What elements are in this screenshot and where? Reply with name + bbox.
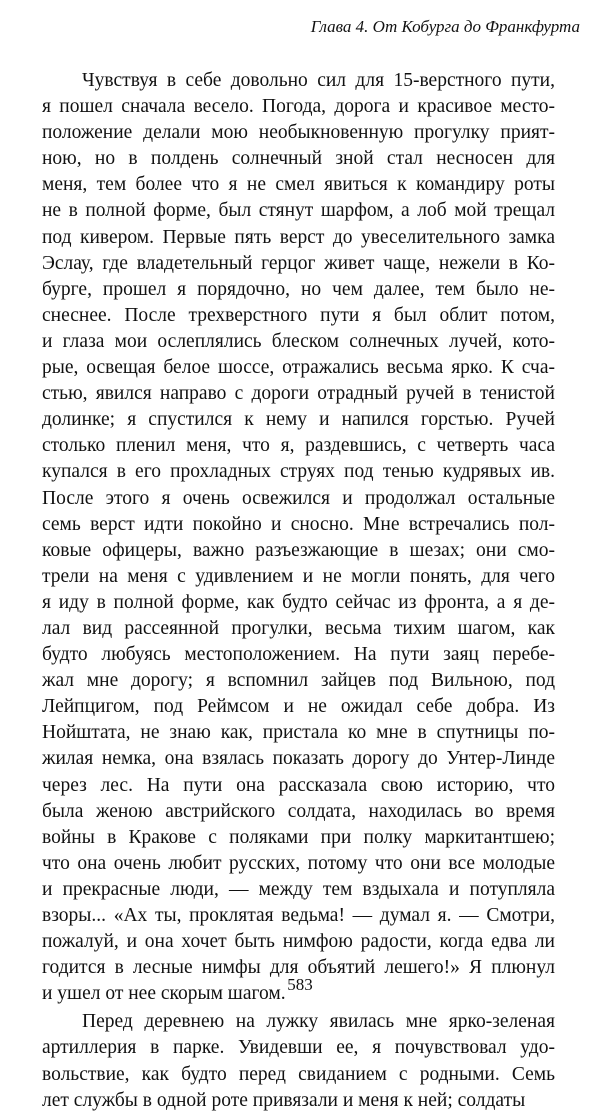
text-line: пожалуй, и она хочет быть нимфою радости, когда едва ли (42, 931, 555, 953)
text-line: жилая немка, она взялась показать дорогу до Унтер-Линде (42, 748, 555, 770)
text-line: я иду в полной форме, как будто сейчас из фронта, а я де- (42, 591, 555, 613)
text-line: взоры... «Ах ты, проклятая ведьма! — думал я. — Смотри, (42, 905, 555, 926)
text-line: трели на меня с удивлением и не могли понять, для чего (42, 565, 555, 587)
text-line: жал мне дорогу; я вспомнил зайцев под Вильною, под (42, 670, 555, 692)
text-line: не в полной форме, был стянут шарфом, а лоб мой трещал (42, 200, 555, 222)
text-line: артиллерия в парке. Увидевши ее, я почувствовал удо- (42, 1037, 555, 1059)
text-line: рые, освещая белое шоссе, отражались весьма ярко. К сча- (42, 357, 555, 379)
text-line: годится в лесные нимфы для объятий лешего!» Я плюнул (42, 957, 555, 979)
text-line: что она очень любит русских, потому что они все молодые (42, 852, 555, 874)
text-line: лет службы в одной роте привязали и меня к ней; солдаты (42, 1089, 526, 1111)
text-line: и ушел от нее скорым шагом. (42, 983, 286, 1005)
text-line: бурге, прошел я порядочно, но чем далее, тем было не- (42, 278, 555, 300)
text-line: была женою австрийского солдата, находилась во время (42, 800, 555, 822)
text-line: столько пленил меня, что я, раздевшись, с четверть часа (42, 435, 555, 457)
text-line: будто любуясь местоположением. На пути заяц перебе- (42, 644, 555, 666)
text-line: под кивером. Первые пять верст до увеселительного замка (42, 226, 555, 248)
text-line: ковые офицеры, важно разъезжающие в шезах; они смо- (42, 539, 555, 561)
body-text (42, 68, 555, 1114)
text-line: положение делали мою необыкновенную прогулку прият- (42, 122, 555, 144)
text-line: снеснее. После трехверстного пути я был облит потом, (42, 304, 555, 326)
text-line: стью, явился направо с дороги отрадный ручей в тенистой (42, 383, 555, 405)
text-line: После этого я очень освежился и продолжал остальные (42, 487, 555, 509)
text-line: купался в его прохладных струях под тенью кудрявых ив. (42, 461, 555, 483)
text-line: Перед деревнею на лужку явилась мне ярко-зеленая (82, 1011, 555, 1033)
text-line: и прекрасные люди, — между тем вздыхала и потупляла (42, 878, 555, 900)
page-number: 583 (287, 975, 313, 994)
running-head: Глава 4. От Кобурга до Франкфурта (310, 17, 580, 36)
paragraph (42, 68, 555, 1007)
text-line: я пошел сначала весело. Погода, дорога и красивое место- (42, 96, 555, 118)
text-line: и глаза мои ослеплялись блеском солнечных лучей, кото- (42, 330, 555, 352)
text-line: Лейпцигом, под Реймсом и не ожидал себе добра. Из (42, 696, 555, 718)
text-line: долинке; я спустился к нему и напился горстью. Ручей (42, 409, 555, 431)
text-line: меня, тем более что я не смел явиться к командиру роты (42, 174, 555, 196)
text-line: Нойштата, не знаю как, пристала ко мне в спутницы по- (42, 722, 555, 744)
text-line: лал вид рассеянной прогулки, весьма тихим шагом, как (42, 617, 555, 639)
text-line: вольствие, как будто перед свиданием с родными. Семь (42, 1063, 555, 1085)
paragraph (42, 1009, 555, 1113)
text-line: через лес. На пути она рассказала свою историю, что (42, 774, 555, 796)
text-line: войны в Кракове с поляками при полку маркитантшею; (42, 826, 555, 848)
text-line: семь верст идти покойно и сносно. Мне встречались пол- (42, 513, 555, 535)
text-line: Чувствуя в себе довольно сил для 15-верстного пути, (82, 70, 555, 91)
text-line: ною, но в полдень солнечный зной стал несносен для (42, 148, 555, 170)
text-line: Эслау, где владетельный герцог живет чаще, нежели в Ко- (42, 252, 555, 274)
